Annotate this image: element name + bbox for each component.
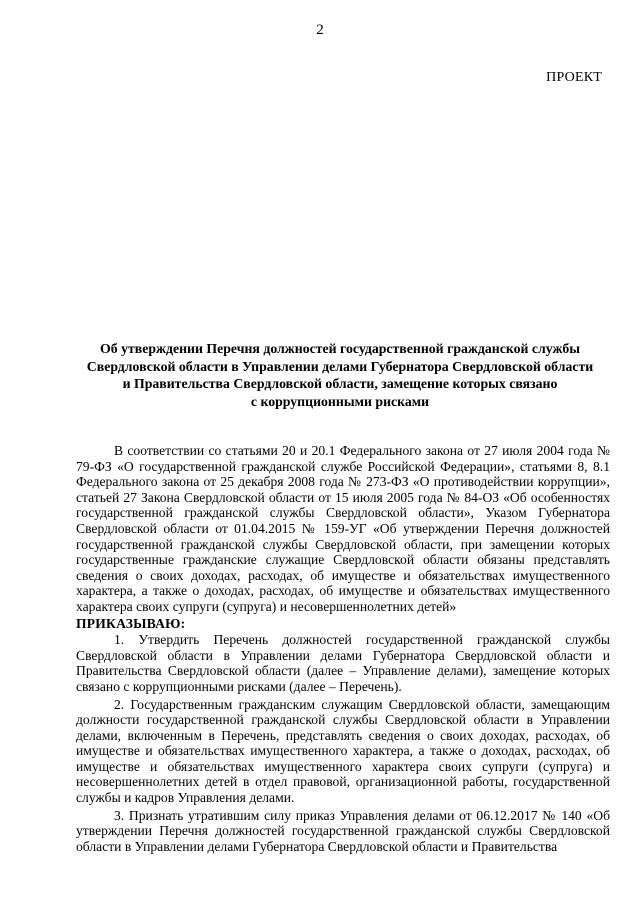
page-number: 2 [316,22,324,38]
document-body [76,443,610,856]
order-item-2: 2. Государственным гражданским служащим Свердловской области, замещающим должности государственной гражданской службы Свердловской области в Управлении делами, включенным в Перечень, представлять сведения о своих доходах, расходах, об имуществе и обязательствах имущественного характера, а также о доходах, расходах, об имуществе и обязательствах имущественного характера своих супруги (супруга) и несовершеннолетних детей в отдел правовой, организационной работы, государственной службы и кадров Управления делами. [76,696,610,806]
order-item-3: 3. Признать утратившим силу приказ Управления делами от 06.12.2017 № 140 «Об утверждении Перечня должностей государственной гражданской службы Свердловской области в Управлении делами Губернатора Свердловской области и Правительства [76,807,610,854]
order-item-1: 1. Утвердить Перечень должностей государственной гражданской службы Свердловской области в Управлении делами Губернатора Свердловской области и Правительства Свердловской области (далее – Управление делами), замещение которых связано с коррупционными рисками (далее – Перечень). [76,632,610,694]
document-title [70,340,610,410]
title-line: Свердловской области в Управлении делами Губернатора Свердловской области [86,358,594,374]
title-line: Об утверждении Перечня должностей государственной гражданской службы [99,341,580,356]
title-line: с коррупционными рисками [250,393,430,409]
title-line: и Правительства Свердловской области, замещение которых связано [122,376,558,391]
preamble-paragraph: В соответствии со статьями 20 и 20.1 Федерального закона от 27 июля 2004 года № 79-ФЗ «О государственной гражданской службе Российской Федерации», статьями 8, 8.1 Федерального закона от 25 декабря 2008 года № 273-ФЗ «О противодействии коррупции», статьей 27 Закона Свердловской области от 15 июля 2005 года № 84-ОЗ «Об особенностях государственной гражданской службы Свердловской области», Указом Губернатора Свердловской области от 01.04.2015 № 159-УГ «Об утверждении Перечня должностей государственной гражданской службы Свердловской области, при замещении которых государственные гражданские служащие Свердловской области обязаны представлять сведения о своих доходах, расходах, об имуществе и обязательствах имущественного характера, а также о доходах, расходах, об имуществе и обязательствах имущественного характера своих супруги (супруга) и несовершеннолетних детей» [76,443,610,614]
order-word: ПРИКАЗЫВАЮ: [76,615,186,631]
draft-stamp: ПРОЕКТ [546,70,602,85]
